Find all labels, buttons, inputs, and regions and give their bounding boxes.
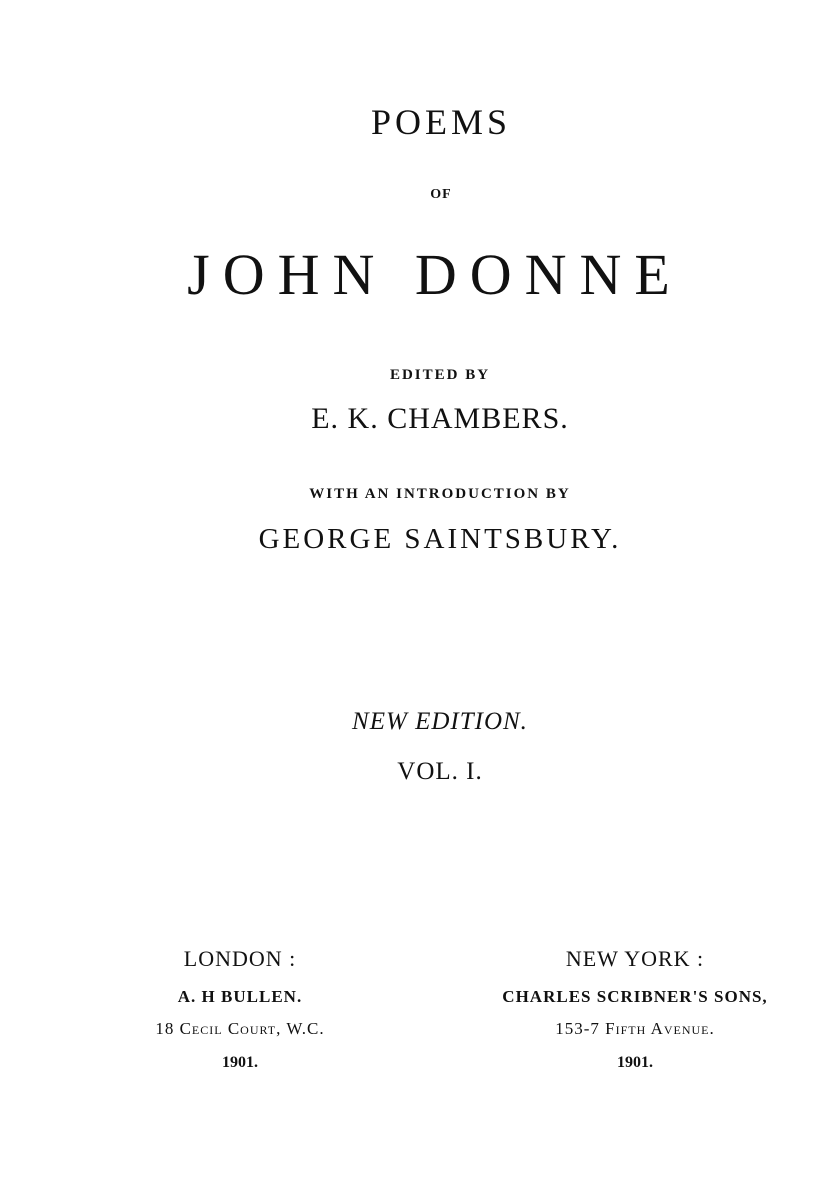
author-name: JOHN DONNE <box>187 242 683 307</box>
introduction-label: WITH AN INTRODUCTION BY <box>309 486 571 502</box>
imprint-year: 1901. <box>222 1054 258 1071</box>
imprint-city: LONDON : <box>183 946 297 971</box>
imprint-london <box>100 948 380 1071</box>
imprint-new-york <box>440 948 830 1071</box>
imprint-address: 153-7 Fifth Avenue. <box>555 1019 715 1038</box>
volume-label: VOL. I. <box>397 758 483 785</box>
edition-label: NEW EDITION. <box>352 708 528 735</box>
imprint-address: 18 Cecil Court, W.C. <box>155 1019 325 1038</box>
imprint-city: NEW YORK : <box>565 946 705 971</box>
introducer-name: GEORGE SAINTSBURY. <box>258 523 622 555</box>
title-connector: OF <box>430 187 452 202</box>
book-title: POEMS <box>370 102 512 142</box>
editor-name: E. K. CHAMBERS. <box>311 402 569 435</box>
imprint-publisher: A. H BULLEN. <box>177 987 303 1006</box>
imprint-year: 1901. <box>617 1054 653 1071</box>
imprint-publisher: CHARLES SCRIBNER'S SONS, <box>502 987 768 1006</box>
edited-by-label: EDITED BY <box>389 367 491 383</box>
